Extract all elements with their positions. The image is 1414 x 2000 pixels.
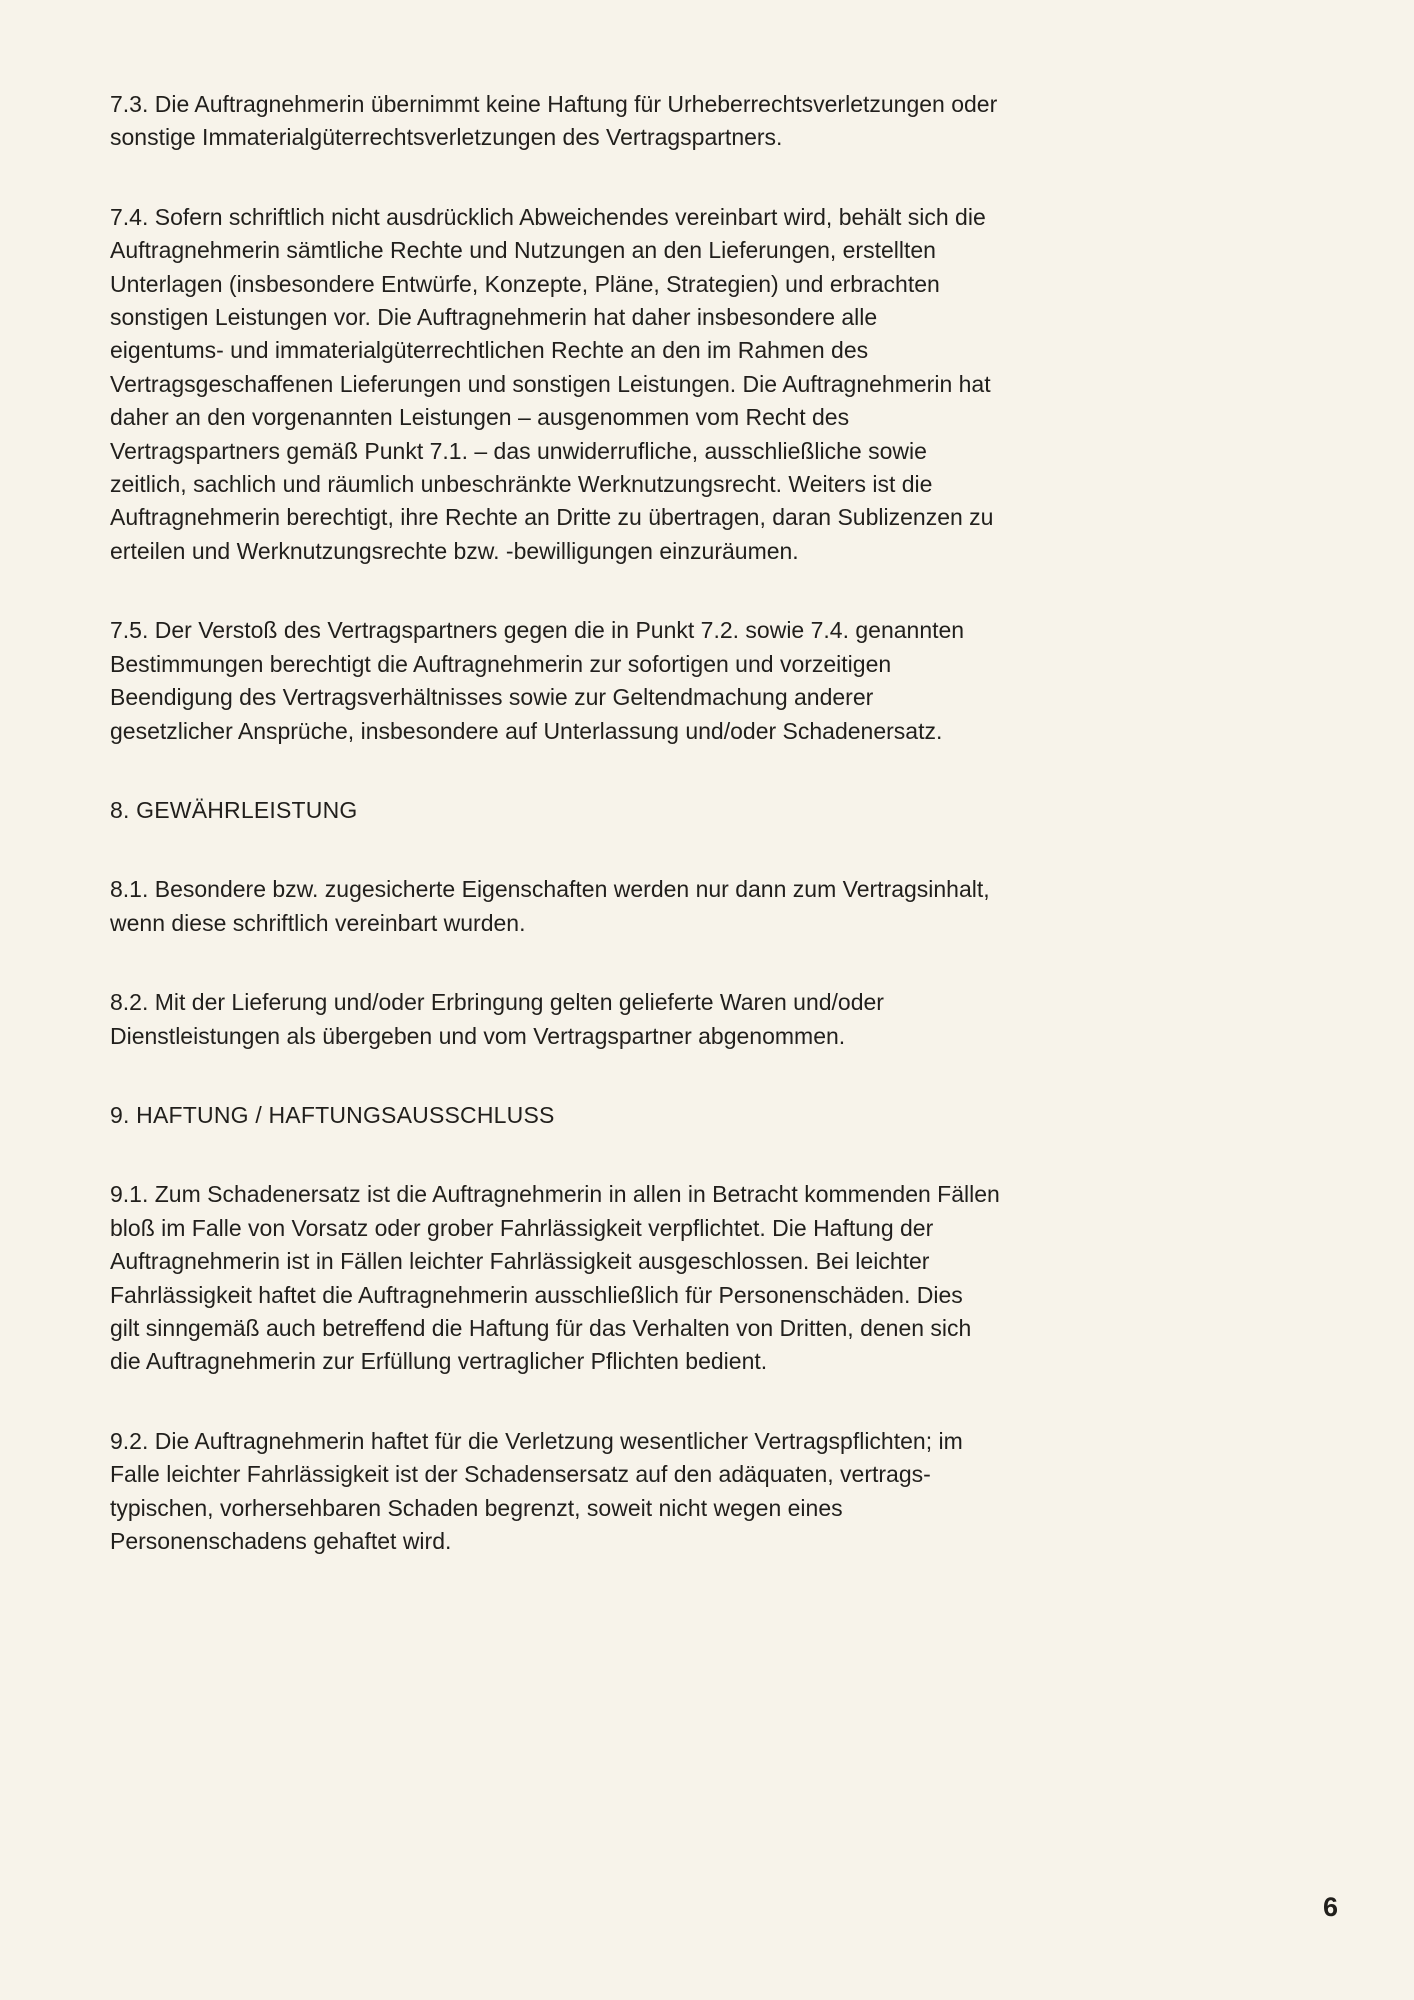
text-line: zeitlich, sachlich und räumlich unbeschränkte Werknutzungsrecht. Weiters ist die — [110, 471, 933, 498]
text-line: erteilen und Werknutzungsrechte bzw. -bewilligungen einzuräumen. — [110, 537, 799, 564]
page-number: 6 — [1322, 1892, 1338, 1922]
paragraph — [110, 88, 1290, 155]
text-line: 9.1. Zum Schadenersatz ist die Auftragnehmerin in allen in Betracht kommenden Fällen — [110, 1181, 1000, 1208]
text-line: 9.2. Die Auftragnehmerin haftet für die Verletzung wesentlicher Vertragspflichten; im — [110, 1427, 963, 1454]
paragraph — [110, 1178, 1290, 1378]
document-content — [110, 88, 1290, 1604]
section-heading — [110, 1099, 1290, 1132]
text-line: Auftragnehmerin sämtliche Rechte und Nutzungen an den Lieferungen, erstellten — [110, 237, 936, 264]
text-line: Falle leichter Fahrlässigkeit ist der Schadensersatz auf den adäquaten, vertrags- — [110, 1461, 931, 1488]
text-line: Personenschadens gehaftet wird. — [110, 1528, 452, 1554]
text-line: Unterlagen (insbesondere Entwürfe, Konzepte, Pläne, Strategien) und erbrachten — [110, 270, 940, 297]
text-line: daher an den vorgenannten Leistungen – ausgenommen vom Recht des — [110, 404, 850, 431]
text-line: 7.5. Der Verstoß des Vertragspartners gegen die in Punkt 7.2. sowie 7.4. genannten — [110, 617, 965, 644]
section-heading — [110, 794, 1290, 827]
text-line: gesetzlicher Ansprüche, insbesondere auf Unterlassung und/oder Schadenersatz. — [110, 717, 943, 744]
text-line: 8.2. Mit der Lieferung und/oder Erbringung gelten gelieferte Waren und/oder — [110, 989, 884, 1016]
text-line: bloß im Falle von Vorsatz oder grober Fahrlässigkeit verpflichtet. Die Haftung der — [110, 1214, 934, 1241]
text-line: sonstige Immaterialgüterrechtsverletzungen des Vertragspartners. — [110, 124, 783, 151]
text-line: gilt sinngemäß auch betreffend die Haftung für das Verhalten von Dritten, denen sich — [110, 1314, 972, 1341]
text-line: 7.4. Sofern schriftlich nicht ausdrücklich Abweichendes vereinbart wird, behält sich die — [110, 203, 986, 230]
paragraph — [110, 614, 1290, 748]
paragraph — [110, 201, 1290, 568]
text-line: 9. HAFTUNG / HAFTUNGSAUSSCHLUSS — [110, 1101, 555, 1128]
paragraph — [110, 986, 1290, 1053]
text-line: 8.1. Besondere bzw. zugesicherte Eigenschaften werden nur dann zum Vertragsinhalt, — [110, 876, 990, 903]
text-line: Dienstleistungen als übergeben und vom Vertragspartner abgenommen. — [110, 1022, 846, 1049]
paragraph — [110, 873, 1290, 940]
text-line: Bestimmungen berechtigt die Auftragnehmerin zur sofortigen und vorzeitigen — [110, 650, 892, 677]
text-line: Fahrlässigkeit haftet die Auftragnehmerin ausschließlich für Personenschäden. Dies — [110, 1281, 963, 1308]
text-line: eigentums- und immaterialgüterrechtlichen Rechte an den im Rahmen des — [110, 337, 869, 364]
text-line: 8. GEWÄHRLEISTUNG — [110, 796, 358, 823]
text-line: wenn diese schriftlich vereinbart wurden. — [110, 909, 526, 936]
text-line: typischen, vorhersehbaren Schaden begrenzt, soweit nicht wegen eines — [110, 1494, 843, 1521]
text-line: Auftragnehmerin ist in Fällen leichter Fahrlässigkeit ausgeschlossen. Bei leichter — [110, 1248, 930, 1275]
text-line: Beendigung des Vertragsverhältnisses sowie zur Geltendmachung anderer — [110, 684, 874, 711]
paragraph — [110, 1425, 1290, 1559]
text-line: Vertragspartners gemäß Punkt 7.1. – das unwiderrufliche, ausschließliche sowie — [110, 437, 927, 464]
text-line: Vertragsgeschaffenen Lieferungen und sonstigen Leistungen. Die Auftragnehmerin hat — [110, 370, 991, 397]
text-line: sonstigen Leistungen vor. Die Auftragnehmerin hat daher insbesondere alle — [110, 304, 878, 331]
text-line: die Auftragnehmerin zur Erfüllung vertraglicher Pflichten bedient. — [110, 1348, 768, 1375]
text-line: Auftragnehmerin berechtigt, ihre Rechte an Dritte zu übertragen, daran Sublizenzen zu — [110, 504, 994, 531]
text-line: 7.3. Die Auftragnehmerin übernimmt keine Haftung für Urheberrechtsverletzungen oder — [110, 91, 998, 117]
